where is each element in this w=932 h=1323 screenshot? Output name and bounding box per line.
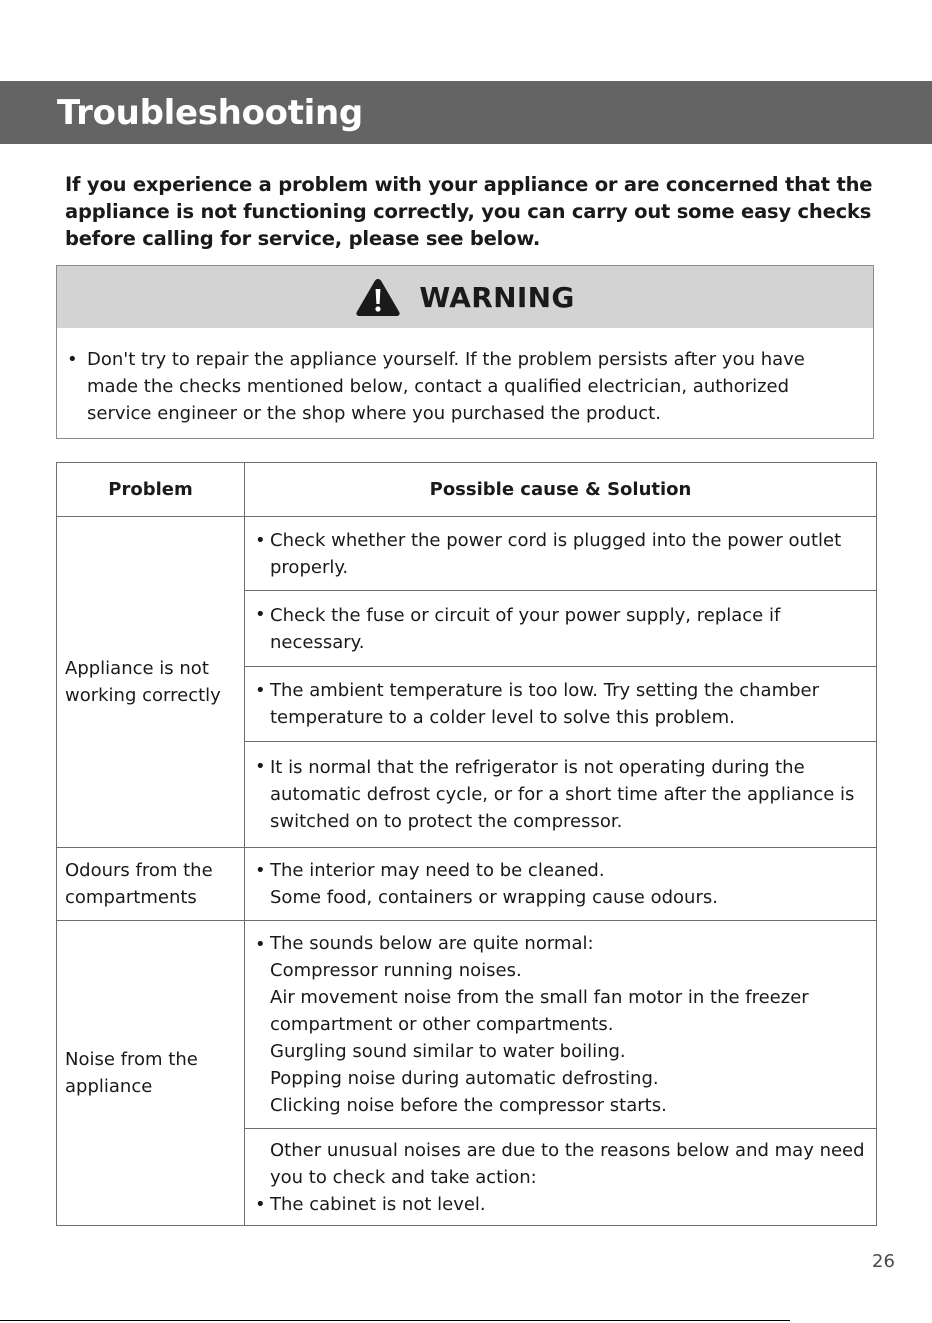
intro-text: If you experience a problem with your appliance or are concerned that the appliance is not functioning correctly, you can carry out some easy checks before calling for service, please see below. <box>65 173 873 250</box>
bullet: • <box>255 934 266 955</box>
solution-cell <box>245 591 877 667</box>
table-row <box>57 921 877 1129</box>
bullet: • <box>67 349 78 370</box>
warning-text: Don't try to repair the appliance yourself. If the problem persists after you have made the checks mentioned below, contact a qualified electrician, authorized service engineer or the shop where you purchased the product. <box>87 349 805 424</box>
solution-cell <box>245 921 877 1129</box>
table-row <box>57 517 877 591</box>
bullet: • <box>255 860 266 881</box>
solution-cell <box>245 848 877 921</box>
table-header-row <box>57 463 877 517</box>
solution-text: Other unusual noises are due to the reasons below and may need you to check and take action: <box>270 1139 865 1188</box>
bullet: • <box>255 756 266 777</box>
warning-triangle-icon <box>355 277 401 317</box>
troubleshooting-table <box>56 462 877 1226</box>
title-bar <box>0 81 932 144</box>
bullet: • <box>255 1193 266 1215</box>
solution-text: It is normal that the refrigerator is not operating during the automatic defrost cycle, or for a short time after the appliance is switched on to protect the compressor. <box>270 757 855 832</box>
bullet: • <box>255 530 266 551</box>
problem-cell: Noise from the appliance <box>57 921 245 1226</box>
column-header-solution: Possible cause & Solution <box>245 463 877 517</box>
solution-cell <box>245 517 877 591</box>
solution-text: The sounds below are quite normal: Compressor running noises. Air movement noise from the small fan motor in the freezer compartment or other compartments. Gurgling sound similar to water boiling. Popping noise during automatic defrosting. Clicking noise before the compressor starts. <box>270 933 809 1116</box>
warning-header <box>57 266 873 328</box>
bullet: • <box>255 604 266 625</box>
problem-cell: Appliance is not working correctly <box>57 517 245 848</box>
solution-cell <box>245 742 877 848</box>
column-header-problem: Problem <box>57 463 245 517</box>
warning-body <box>57 328 873 427</box>
bullet: • <box>255 680 266 701</box>
solution-text: The ambient temperature is too low. Try setting the chamber temperature to a colder level to solve this problem. <box>270 680 820 728</box>
warning-box <box>56 265 874 439</box>
solution-text: Check whether the power cord is plugged into the power outlet properly. <box>270 529 842 578</box>
table-row <box>57 848 877 921</box>
page-number: 26 <box>872 1251 895 1272</box>
page-title: Troubleshooting <box>57 93 363 133</box>
solution-text: Check the fuse or circuit of your power supply, replace if necessary. <box>270 604 781 653</box>
solution-text <box>255 1191 870 1218</box>
solution-cell <box>245 1129 877 1226</box>
solution-cell <box>245 667 877 742</box>
solution-text: The interior may need to be cleaned. Some food, containers or wrapping cause odours. <box>270 860 718 908</box>
bottom-rule <box>0 1320 790 1321</box>
solution-text-item: The cabinet is not level. <box>270 1193 486 1215</box>
warning-title: WARNING <box>419 280 575 314</box>
problem-cell: Odours from the compartments <box>57 848 245 921</box>
